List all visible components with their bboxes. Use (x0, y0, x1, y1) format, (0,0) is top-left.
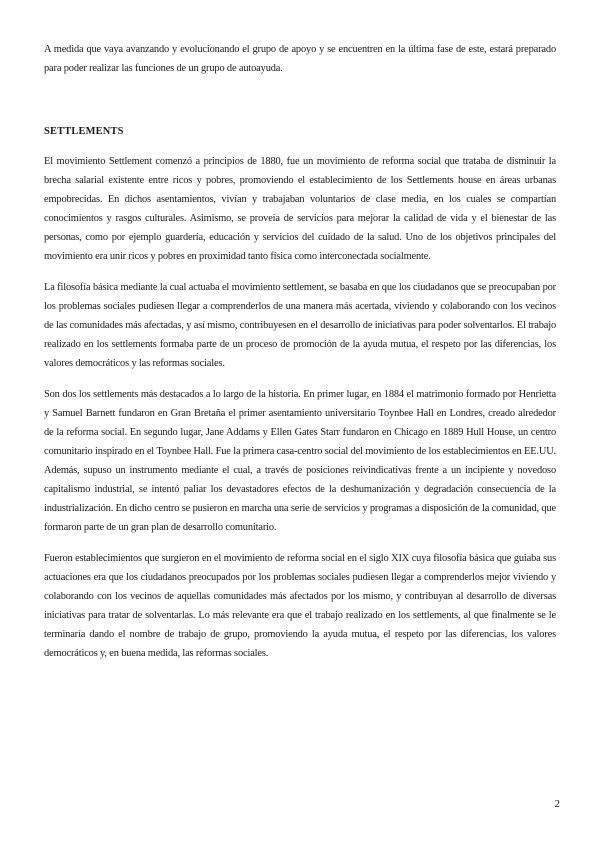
body-paragraph-2: La filosofía básica mediante la cual actuaba el movimiento settlement, se basaba en que los ciudadanos que se preocupaban por los problemas sociales pudiesen llegar a comprenderlos de una manera más acertada, viviendo y colaborando con los vecinos de las comunidades más afectadas, y así mismo, contribuyesen en el desarrollo de iniciativas para poder solventarlos. El trabajo realizado en los settlements formaba parte de un proceso de promoción de la ayuda mutua, el respeto por las diferencias, los valores democráticos y las reformas sociales. (44, 282, 556, 369)
body-paragraph-4: Fueron establecimientos que surgieron en el movimiento de reforma social en el siglo XIX cuya filosofía básica que guiaba sus actuaciones era que los ciudadanos preocupados por los problemas sociales pudiesen llegar a comprenderlos mejor viviendo y colaborando con los vecinos de aquellas comunidades más afectados por los mismo, y contribuyan al desarrollo de diversas iniciativas para tratar de solventarlas. Lo más relevante era que el trabajo realizado en los settlements, al que finalmente se le terminaría dando el nombre de trabajo de grupo, promoviendo la ayuda mutua, el respeto por las diferencias, los valores democráticos y, en buena medida, las reformas sociales. (44, 553, 556, 659)
body-paragraph-3: Son dos los settlements más destacados a lo largo de la historia. En primer lugar, en 1884 el matrimonio formado por Henrietta y Samuel Barnett fundaron en Gran Bretaña el primer asentamiento universitario Toynbee Hall en Londres, creado alrededor de la reforma social. En segundo lugar, Jane Addams y Ellen Gates Starr fundaron en Chicago en 1889 Hull House, un centro comunitario inspirado en el Toynbee Hall. Fue la primera casa-centro social del movimiento de los establecimientos en EE.UU. Además, supuso un instrumento mediante el cual, a través de posiciones reivindicativas frente a un incipiente y novedoso capitalismo industrial, se intentó paliar los devastadores efectos de la deshumanización y degradación consecuencia de la industrialización. En dicho centro se pusieron en marcha una serie de servicios y programas a disposición de la comunidad, que formaron parte de un gran plan de desarrollo comunitario. (44, 389, 556, 533)
body-paragraph-1: El movimiento Settlement comenzó a principios de 1880, fue un movimiento de reforma social que trataba de disminuir la brecha salarial existente entre ricos y pobres, promoviendo el establecimiento de los Settlements house en áreas urbanas empobrecidas. En dichos asentamientos, vivían y trabajaban voluntarios de clase media, en los cuales se compartían conocimientos y rasgos culturales. Asimismo, se proveía de servicios para mejorar la calidad de vida y el bienestar de las personas, como por ejemplo guardería, educación y servicios del cuidado de la salud. Uno de los objetivos principales del movimiento era unir ricos y pobres en proximidad tanto física como interconectada socialmente. (44, 156, 556, 262)
section-heading: SETTLEMENTS (44, 126, 124, 137)
document-page (44, 40, 556, 675)
page-number: 2 (554, 798, 560, 810)
intro-paragraph: A medida que vaya avanzando y evolucionando el grupo de apoyo y se encuentren en la última fase de este, estará preparado para poder realizar las funciones de un grupo de autoayuda. (44, 44, 556, 74)
